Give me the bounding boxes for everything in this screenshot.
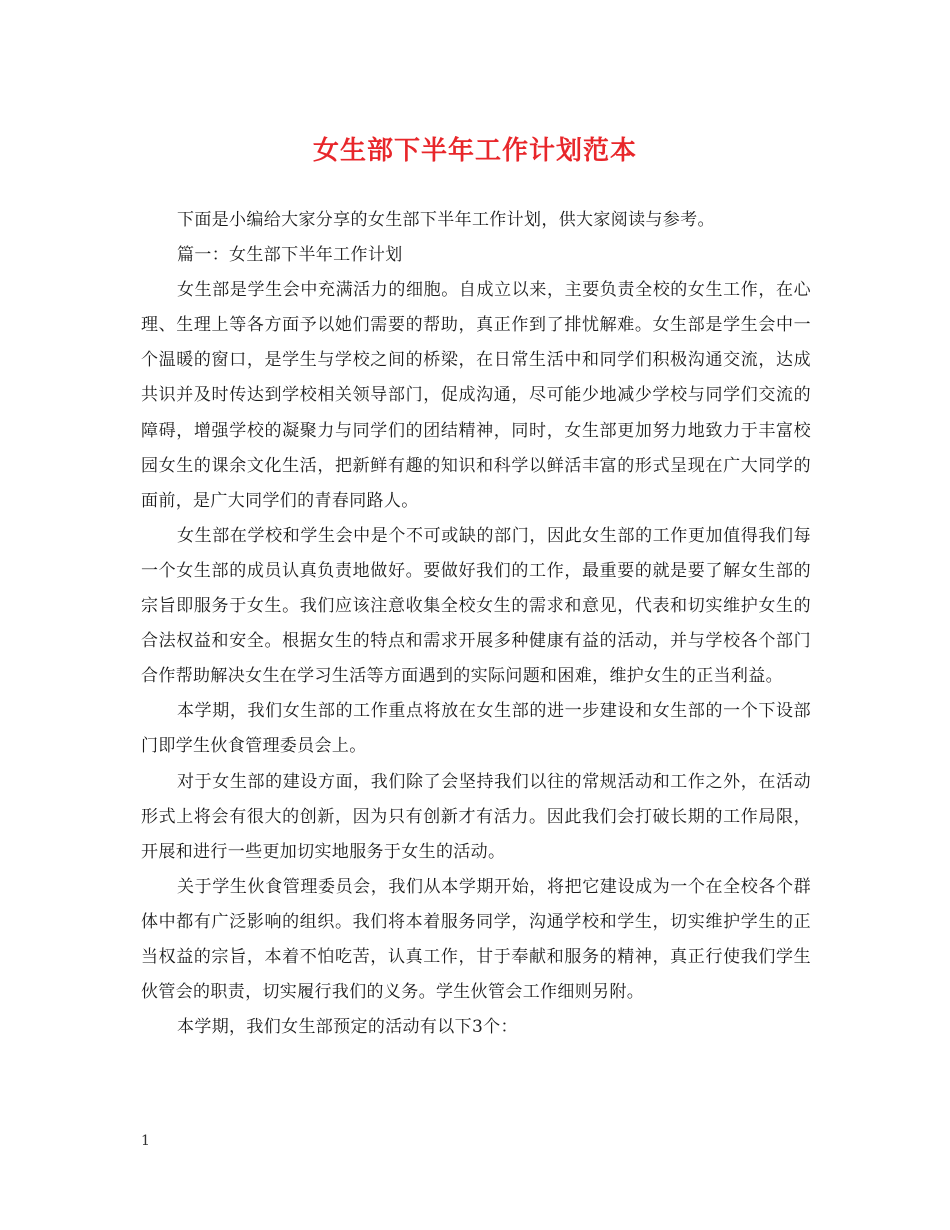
paragraph: 对于女生部的建设方面，我们除了会坚持我们以往的常规活动和工作之外，在活动形式上将会有很大的创新，因为只有创新才有活力。因此我们会打破长期的工作局限，开展和进行一些更加切实地服务于女生的活动。 — [141, 771, 811, 862]
document-title: 女生部下半年工作计划范本 — [312, 136, 637, 166]
paragraph: 关于学生伙食管理委员会，我们从本学期开始，将把它建设成为一个在全校各个群体中都有广泛影响的组织。我们将本着服务同学，沟通学校和学生，切实维护学生的正当权益的宗旨，本着不怕吃苦，认真工作，甘于奉献和服务的精神，真正行使我们学生伙管会的职责，切实履行我们的义务。学生伙管会工作细则另附。 — [141, 876, 811, 1003]
document-body — [141, 203, 811, 1045]
page-number: 1 — [141, 1133, 150, 1149]
paragraph-intro: 下面是小编给大家分享的女生部下半年工作计划，供大家阅读与参考。 — [177, 210, 715, 230]
paragraph: 女生部是学生会中充满活力的细胞。自成立以来，主要负责全校的女生工作，在心理、生理上等各方面予以她们需要的帮助，真正作到了排忧解难。女生部是学生会中一个温暖的窗口，是学生与学校之间的桥梁，在日常生活中和同学们积极沟通交流，达成共识并及时传达到学校相关领导部门，促成沟通，尽可能少地减少学校与同学们交流的障碍，增强学校的凝聚力与同学们的团结精神，同时，女生部更加努力地致力于丰富校园女生的课余文化生活，把新鲜有趣的知识和科学以鲜活丰富的形式呈现在广大同学的面前，是广大同学们的青春同路人。 — [141, 280, 811, 511]
paragraph: 本学期，我们女生部预定的活动有以下3个： — [177, 1017, 518, 1038]
paragraph: 女生部在学校和学生会中是个不可或缺的部门，因此女生部的工作更加值得我们每一个女生部的成员认真负责地做好。要做好我们的工作，最重要的就是要了解女生部的宗旨即服务于女生。我们应该注意收集全校女生的需求和意见，代表和切实维护女生的合法权益和安全。根据女生的特点和需求开展多种健康有益的活动，并与学校各个部门合作帮助解决女生在学习生活等方面遇到的实际问题和困难，维护女生的正当利益。 — [141, 525, 811, 687]
paragraph-section-heading: 篇一：女生部下半年工作计划 — [177, 245, 403, 266]
paragraph: 本学期，我们女生部的工作重点将放在女生部的进一步建设和女生部的一个下设部门即学生伙食管理委员会上。 — [141, 701, 811, 757]
